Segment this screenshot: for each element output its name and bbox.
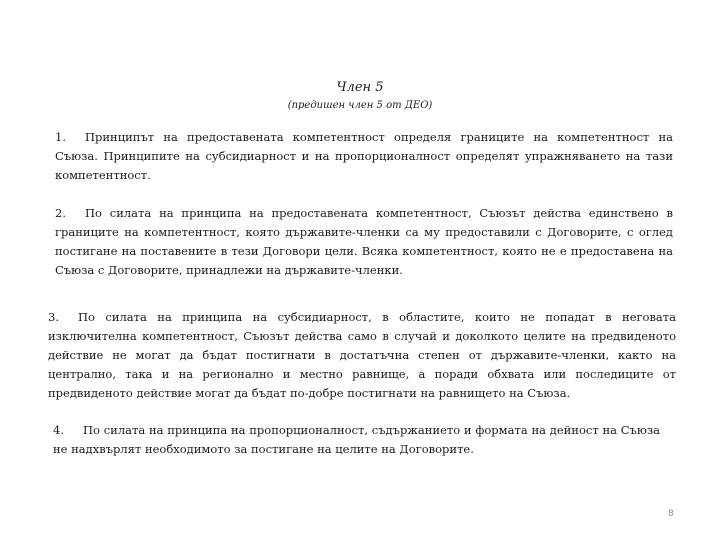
paragraph-number: 2. (55, 206, 66, 220)
paragraph-number: 1. (55, 130, 66, 144)
paragraph-text: По силата на принципа на пропорционалност, съдържанието и формата на дейност на Съюза не надхвърлят необходимото за постигане на целите на Договорите. (53, 423, 660, 456)
paragraph-2 (55, 204, 673, 280)
paragraph-number: 4. (53, 423, 64, 437)
paragraph-number: 3. (48, 310, 59, 324)
paragraph-text: По силата на принципа на субсидиарност, в областите, които не попадат в неговата изключителна компетентност, Съюзът действа само в случай и доколкото целите на предвиденото действие не могат да бъдат постигнати в достатъчна степен от държавите-членки, както на централно, така и на регионално и местно равнище, а поради обхвата или последиците от предвиденото действие могат да бъдат по-добре постигнати на равнището на Съюза. (48, 310, 676, 400)
paragraph-1 (55, 128, 673, 185)
paragraph-4 (53, 421, 660, 459)
article-subtitle: (предишен член 5 от ДЕО) (287, 100, 433, 111)
article-title: Член 5 (336, 80, 384, 95)
paragraph-3 (48, 308, 676, 403)
paragraph-text: Принципът на предоставената компетентност определя границите на компетентност на Съюза. Принципите на субсидиарност и на пропорционалност определят упражняването на тази компетентност. (55, 130, 673, 182)
page-number: 8 (668, 509, 674, 519)
paragraph-text: По силата на принципа на предоставената компетентност, Съюзът действа единствено в границите на компетентност, която държавите-членки са му предоставили с Договорите, с оглед постигане на поставените в тези Договори цели. Всяка компетентност, която не е предоставена на Съюза с Договорите, принадлежи на държавите-членки. (55, 206, 673, 277)
